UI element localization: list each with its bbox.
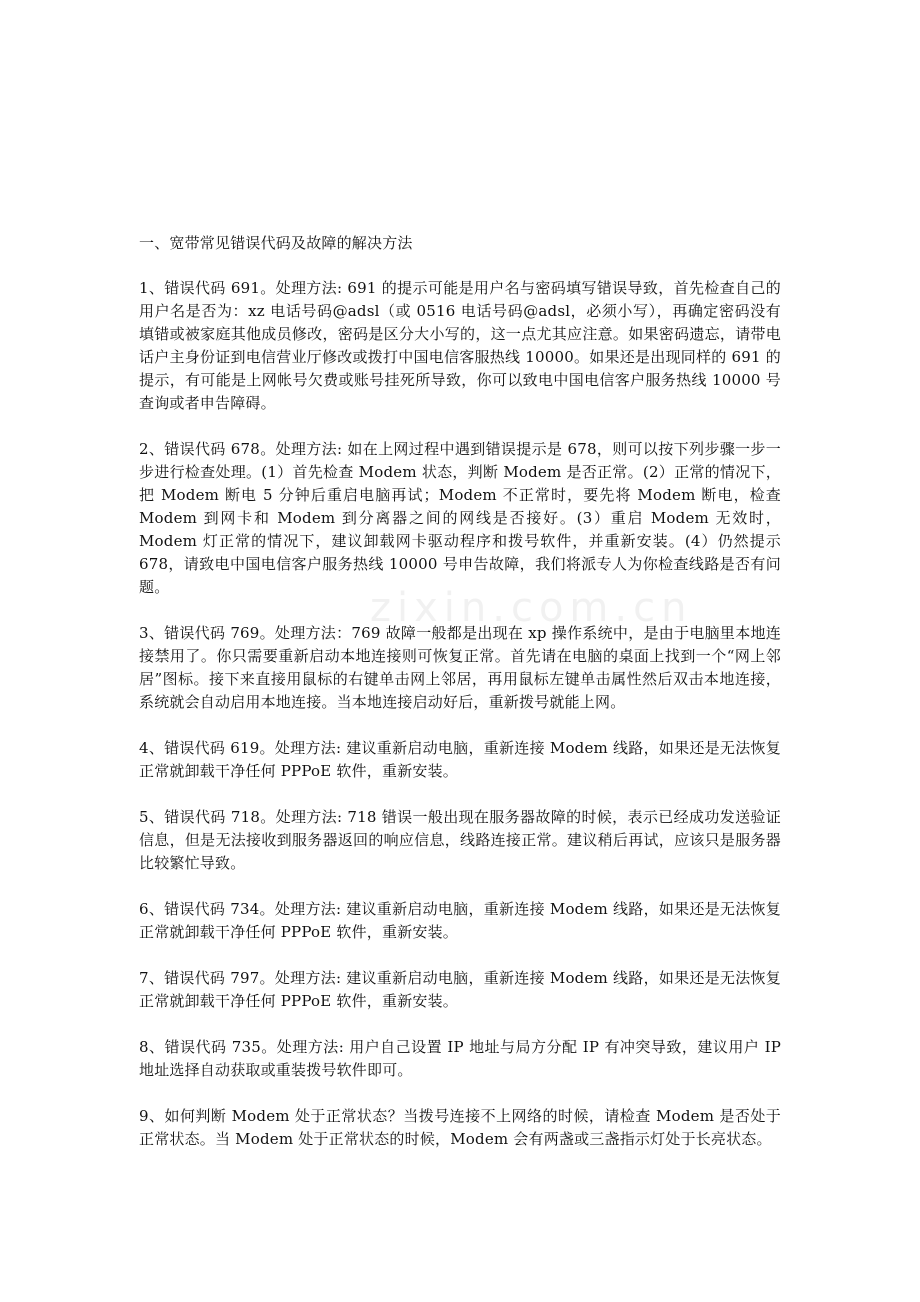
paragraph-error-734: 6、错误代码 734。处理方法: 建议重新启动电脑，重新连接 Modem 线路，如果还是无法恢复正常就卸载干净任何 PPPoE 软件，重新安装。 <box>139 900 781 941</box>
paragraph-error-735: 8、错误代码 735。处理方法: 用户自己设置 IP 地址与局方分配 IP 有冲突导致，建议用户 IP 地址选择自动获取或重装拨号软件即可。 <box>139 1038 781 1079</box>
document-body <box>139 232 781 1174</box>
paragraph-error-769: 3、错误代码 769。处理方法：769 故障一般都是出现在 xp 操作系统中，是由于电脑里本地连接禁用了。你只需要重新启动本地连接则可恢复正常。首先请在电脑的桌面上找到一个“网上邻居”图标。接下来直接用鼠标的右键单击网上邻居，再用鼠标左键单击属性然后双击本地连接，系统就会自动启用本地连接。当本地连接启动好后，重新拨号就能上网。 <box>139 624 781 711</box>
paragraph-error-797: 7、错误代码 797。处理方法: 建议重新启动电脑，重新连接 Modem 线路，如果还是无法恢复正常就卸载干净任何 PPPoE 软件，重新安装。 <box>139 969 781 1010</box>
paragraph-error-718: 5、错误代码 718。处理方法: 718 错误一般出现在服务器故障的时候，表示已经成功发送验证信息，但是无法接收到服务器返回的响应信息，线路连接正常。建议稍后再试，应该只是服务器比较繁忙导致。 <box>139 808 781 872</box>
paragraph-error-619: 4、错误代码 619。处理方法: 建议重新启动电脑，重新连接 Modem 线路，如果还是无法恢复正常就卸载干净任何 PPPoE 软件，重新安装。 <box>139 739 781 780</box>
paragraph-error-691: 1、错误代码 691。处理方法: 691 的提示可能是用户名与密码填写错误导致，首先检查自己的用户名是否为：xz 电话号码@adsl（或 0516 电话号码@adsl，必须小写），再确定密码没有填错或被家庭其他成员修改，密码是区分大小写的，这一点尤其应注意。如果密码遗忘，请带电话户主身份证到电信营业厅修改或拨打中国电信客服热线 10000。如果还是出现同样的 691 的提示，有可能是上网帐号欠费或账号挂死所导致，你可以致电中国电信客户服务热线 10000 号查询或者申告障碍。 <box>139 279 781 412</box>
paragraph-error-678: 2、错误代码 678。处理方法: 如在上网过程中遇到错误提示是 678，则可以按下列步骤一步一步进行检查处理。(1）首先检查 Modem 状态，判断 Modem 是否正常。(2）正常的情况下，把 Modem 断电 5 分钟后重启电脑再试；Modem 不正常时，要先将 Modem 断电，检查 Modem 到网卡和 Modem 到分离器之间的网线是否接好。(3）重启 Modem 无效时，Modem 灯正常的情况下，建议卸载网卡驱动程序和拨号软件，并重新安装。(4）仍然提示 678，请致电中国电信客户服务热线 10000 号申告故障，我们将派专人为你检查线路是否有问题。 <box>139 440 781 596</box>
watermark-text: zixin.com.cn <box>370 585 693 631</box>
section-heading: 一、宽带常见错误代码及故障的解决方法 <box>139 234 413 252</box>
paragraph-modem-status: 9、如何判断 Modem 处于正常状态？当拨号连接不上网络的时候，请检查 Modem 是否处于正常状态。当 Modem 处于正常状态的时候，Modem 会有两盏或三盏指示灯处于长亮状态。 <box>139 1107 781 1148</box>
